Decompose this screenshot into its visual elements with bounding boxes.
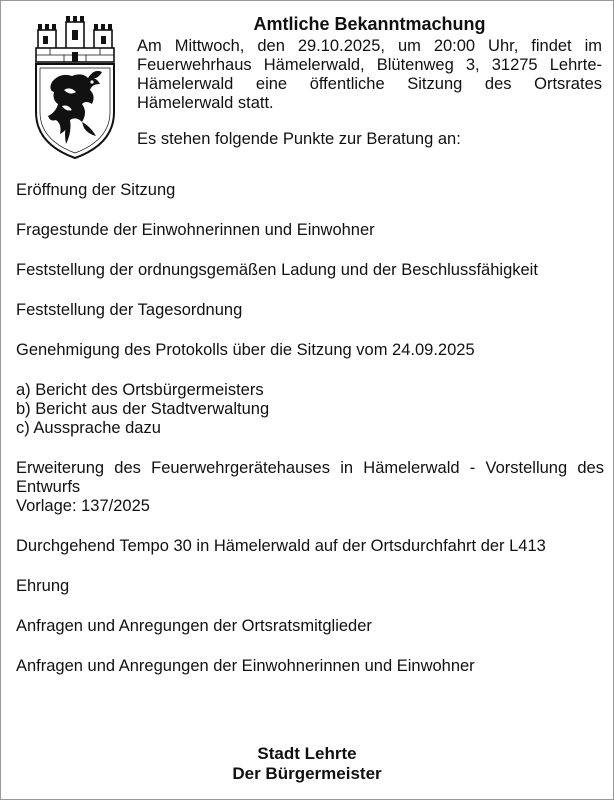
- agenda-item-citizen-questions: Fragestunde der Einwohnerinnen und Einwohner: [16, 221, 375, 239]
- agenda-subitem-mayor-report: a) Bericht des Ortsbürgermeisters: [16, 381, 264, 399]
- agenda-item-honors: Ehrung: [16, 577, 70, 595]
- page-title: Amtliche Bekanntmachung: [253, 14, 486, 34]
- agenda-item-reports: [16, 381, 604, 438]
- agenda-subitem-administration-report: b) Bericht aus der Stadtverwaltung: [16, 400, 270, 418]
- announcement-header: [137, 14, 602, 149]
- agenda-item-fire-station-text: Erweiterung des Feuerwehrgerätehauses in Hämelerwald - Vorstellung des Entwurfs: [16, 459, 604, 496]
- agenda-item-opening: Eröffnung der Sitzung: [16, 181, 176, 199]
- agenda-item-council-questions: Anfragen und Anregungen der Ortsratsmitglieder: [16, 617, 372, 635]
- agenda-item-quorum: Feststellung der ordnungsgemäßen Ladung und der Beschlussfähigkeit: [16, 261, 538, 279]
- signature-block: [0, 744, 614, 784]
- signature-city: Stadt Lehrte: [257, 744, 357, 763]
- agenda-item-fire-station-reference: Vorlage: 137/2025: [16, 497, 150, 515]
- signature-title: Der Bürgermeister: [232, 764, 382, 783]
- agenda-item-order-of-business: Feststellung der Tagesordnung: [16, 301, 243, 319]
- agenda-item-resident-questions: Anfragen und Anregungen der Einwohnerinnen und Einwohner: [16, 657, 475, 675]
- agenda-item-fire-station-extension: [16, 459, 604, 516]
- agenda-item-minutes-approval: Genehmigung des Protokolls über die Sitzung vom 24.09.2025: [16, 341, 475, 359]
- agenda-item-speed-limit: Durchgehend Tempo 30 in Hämelerwald auf der Ortsdurchfahrt der L413: [16, 537, 546, 555]
- agenda-list: [16, 181, 604, 697]
- agenda-intro: Es stehen folgende Punkte zur Beratung an:: [137, 130, 461, 148]
- meeting-notice: Am Mittwoch, den 29.10.2025, um 20:00 Uhr, findet im Feuerwehrhaus Hämelerwald, Blütenweg 3, 31275 Lehrte-Hämelerwald eine öffentliche Sitzung des Ortsrates Hämelerwald statt.: [137, 37, 602, 112]
- agenda-subitem-discussion: c) Aussprache dazu: [16, 419, 161, 437]
- lehrte-coat-of-arms-icon: [30, 12, 120, 162]
